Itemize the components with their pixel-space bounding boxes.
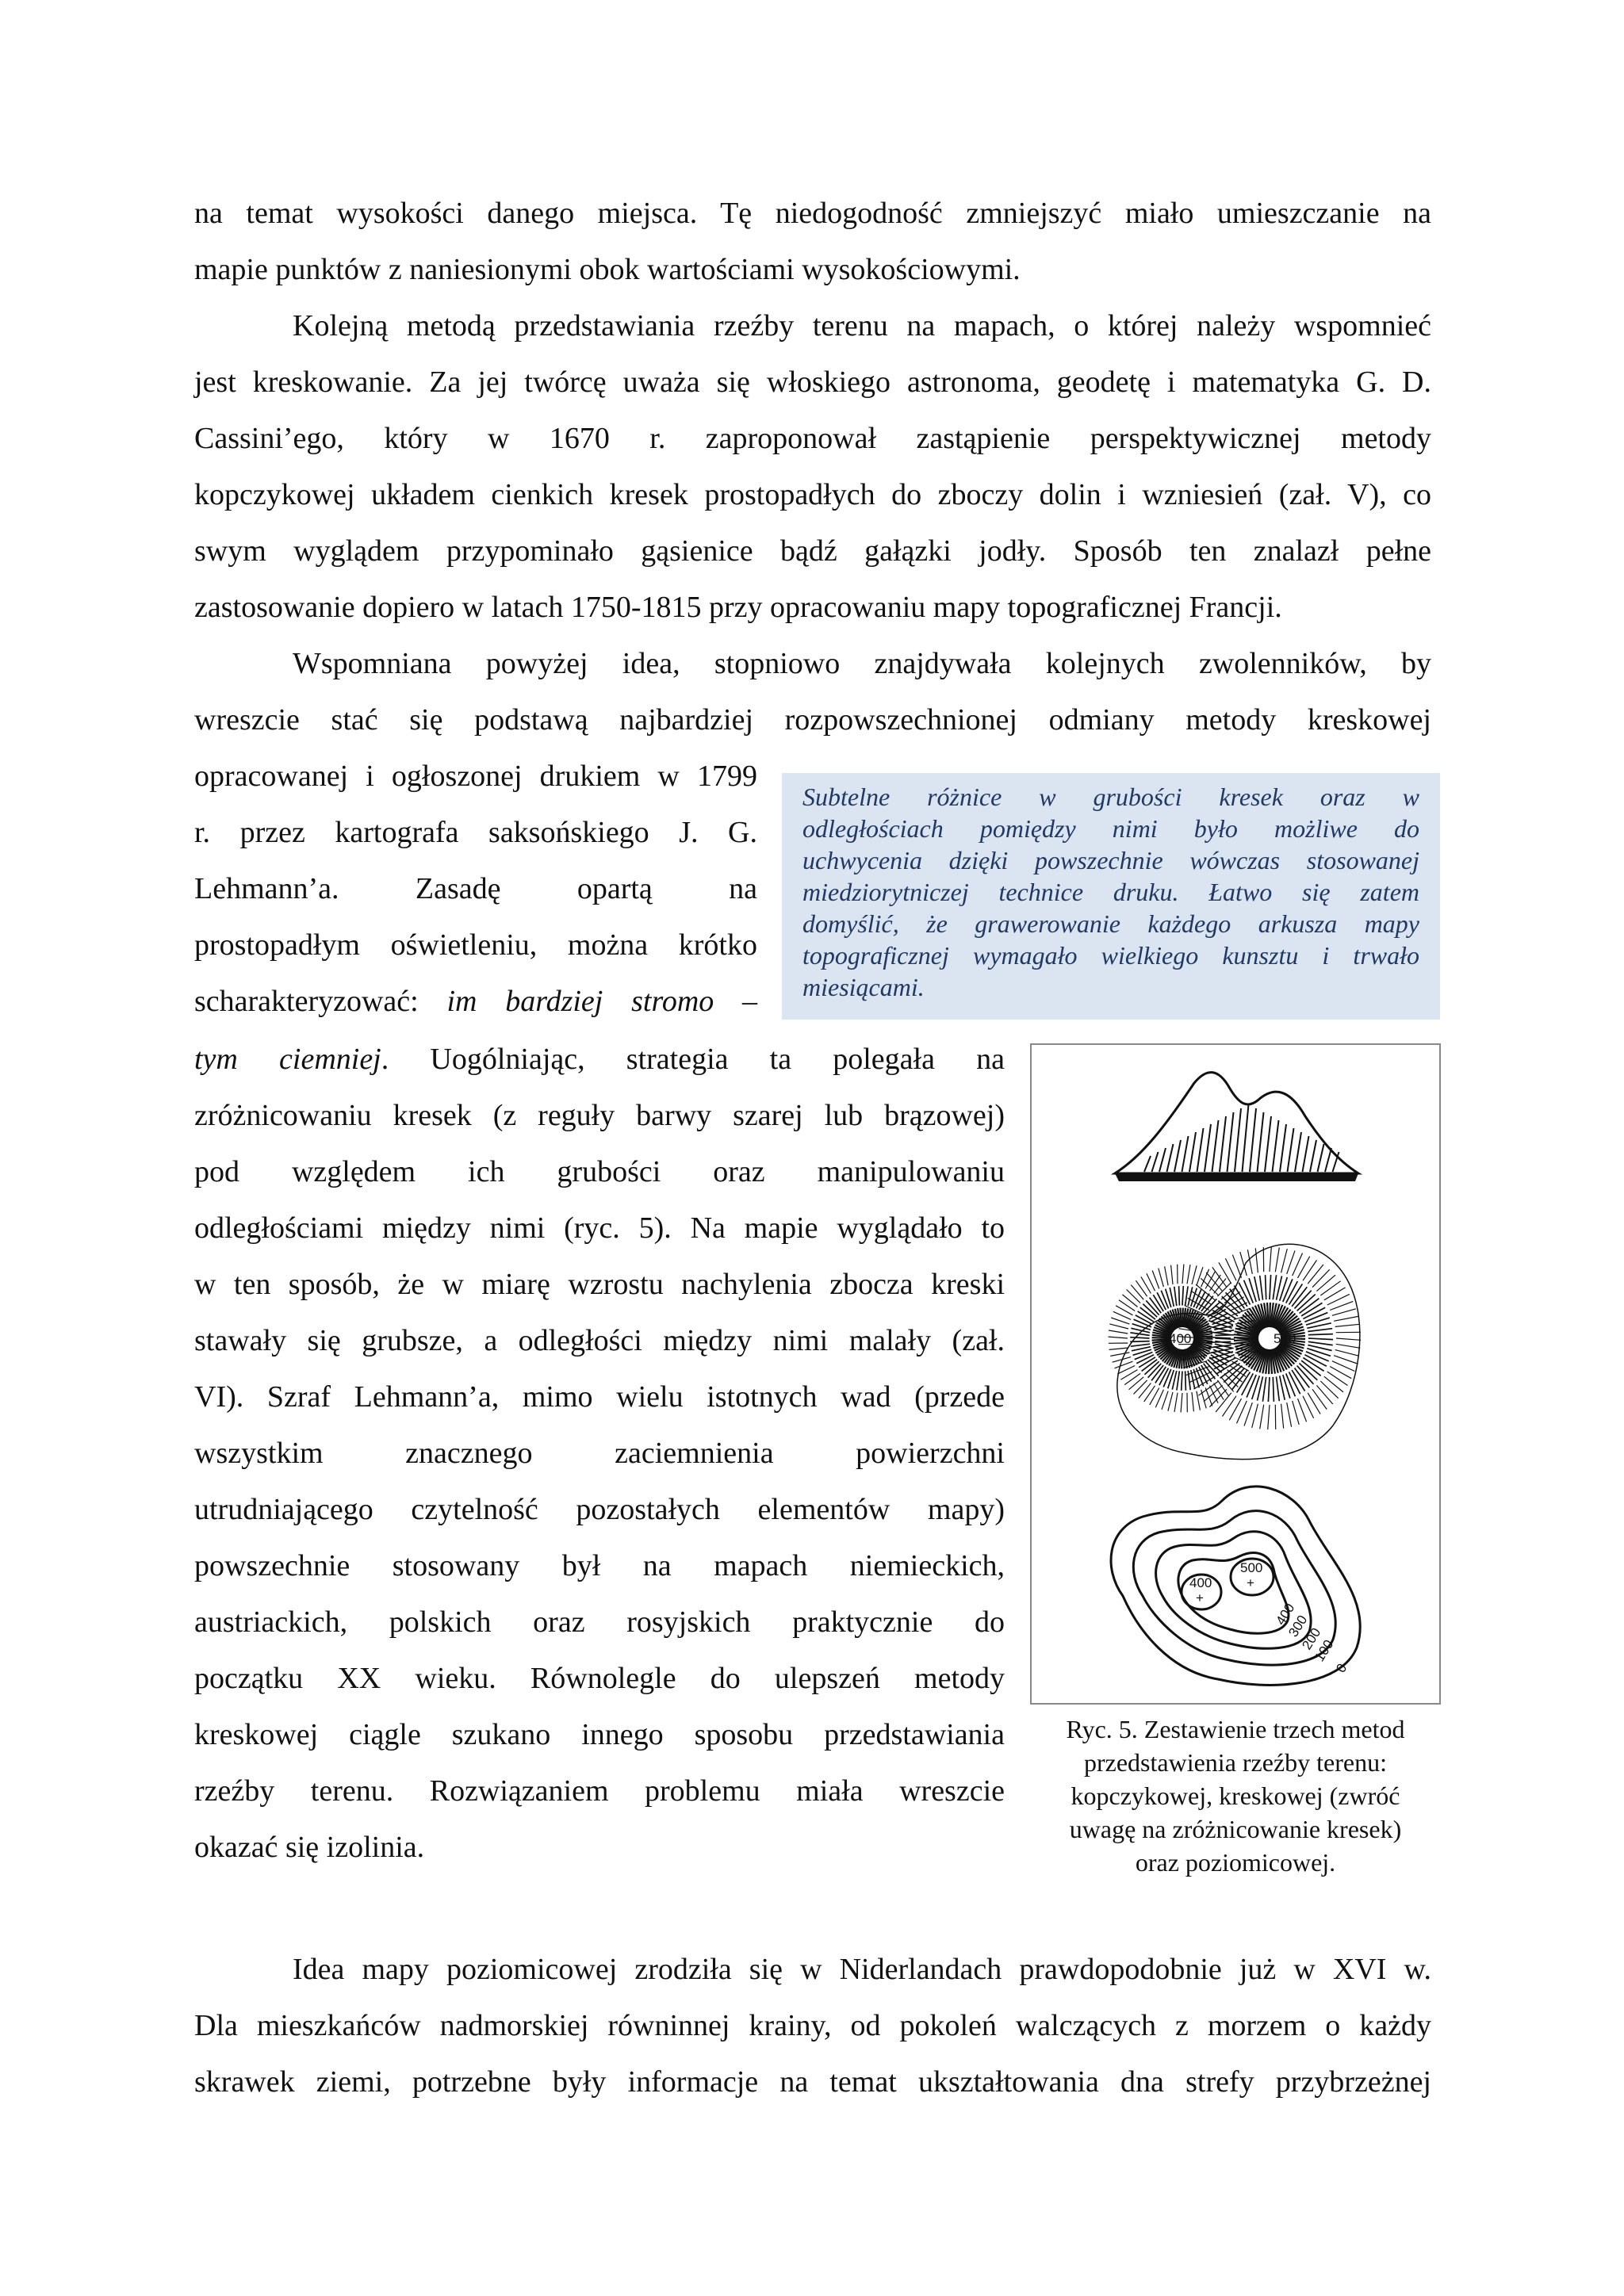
- contour-peak-label-500: 500: [1240, 1560, 1263, 1575]
- middle-text-block: [194, 1031, 1005, 1876]
- hachure-stroke: [1316, 1385, 1332, 1404]
- hachure-stroke: [1281, 1404, 1284, 1429]
- contour-label-100: 100: [1312, 1636, 1337, 1665]
- hachure-stroke: [1308, 1338, 1333, 1340]
- hachure-stroke: [1197, 1267, 1203, 1285]
- text-line: austriackich, polskich oraz rosyjskich praktycznie do: [194, 1605, 1005, 1639]
- hachure-stroke: [1270, 1247, 1271, 1272]
- hachure-stroke: [1312, 1389, 1327, 1409]
- hachure-stroke: [1262, 1377, 1266, 1402]
- note-line: Subtelne różnice w grubości kresek oraz w: [802, 783, 1419, 811]
- hachure-stroke: [1209, 1389, 1227, 1406]
- perspective-mound-illustration: [1115, 1073, 1358, 1181]
- hachure-stroke: [1298, 1399, 1307, 1422]
- hachure-stroke: [1327, 1372, 1348, 1386]
- left-text-block: [194, 748, 757, 1030]
- hachure-stroke: [1162, 1391, 1168, 1410]
- hachure-stroke: [1109, 1348, 1128, 1349]
- hachure-stroke: [1163, 1369, 1171, 1387]
- text-line: r. przez kartografa saksońskiego J. G.: [194, 816, 757, 849]
- hachure-stroke: [1232, 1255, 1241, 1278]
- text-line: Cassini’ego, który w 1670 r. zaproponował zastąpienie perspektywicznej metody: [194, 422, 1431, 455]
- hachure-stroke: [1111, 1318, 1129, 1324]
- hachure-stroke: [1275, 1248, 1279, 1272]
- hachure-stroke: [1179, 1286, 1180, 1306]
- hachure-stroke: [1109, 1330, 1128, 1334]
- contour-illustration: [1111, 1487, 1360, 1685]
- hachure-stroke: [1192, 1265, 1197, 1284]
- figure-caption: [1025, 1712, 1446, 1879]
- top-text-block: [194, 186, 1431, 748]
- text-line: utrudniającego czytelność pozostałych elementów mapy): [194, 1493, 1005, 1526]
- hachure-stroke: [1152, 1271, 1159, 1289]
- hachure-stroke: [1293, 1401, 1300, 1425]
- text-line: swym wyglądem przypominało gąsienice bądź gałązki jodły. Sposób ten znalazł pełne: [194, 534, 1431, 568]
- hachure-stroke: [1187, 1265, 1190, 1284]
- hachure-stroke: [1197, 1391, 1201, 1410]
- hachure-stroke: [1123, 1295, 1138, 1307]
- caption-line: przedstawienia rzeźby terenu:: [1083, 1748, 1387, 1777]
- hachure-stroke: [1115, 1361, 1133, 1368]
- caption-line: oraz poziomicowej.: [1135, 1848, 1336, 1877]
- hachure-stroke: [1109, 1337, 1128, 1338]
- text-line: Wspomniana powyżej idea, stopniowo znajdywała kolejnych zwolenników, by: [293, 647, 1431, 680]
- contour-label-400: 400: [1273, 1600, 1298, 1628]
- hachure-stroke: [1180, 1308, 1181, 1328]
- hachure-stroke: [1306, 1352, 1329, 1361]
- text-line: wszystkim znacznego zaciemnienia powierzchni: [194, 1437, 1005, 1470]
- text-line: opracowanej i ogłoszonej drukiem w 1799: [194, 760, 757, 793]
- hachure-label-400: 400: [1169, 1331, 1192, 1346]
- hachure-stroke: [1270, 1275, 1271, 1299]
- hachure-stroke: [1287, 1250, 1295, 1274]
- hachure-stroke: [1185, 1286, 1189, 1305]
- hachure-stroke: [1303, 1261, 1317, 1281]
- text-line: Idea mapy poziomicowej zrodziła się w Niderlandach prawdopodobnie już w XVI w.: [293, 1953, 1431, 1986]
- text-line: tym ciemniej. Uogólniając, strategia ta polegała na: [194, 1043, 1005, 1076]
- hachure-stroke: [1320, 1281, 1340, 1295]
- contour-peak-marker: +: [1247, 1575, 1254, 1590]
- hachure-stroke: [1304, 1313, 1327, 1322]
- hachure-stroke: [1134, 1319, 1152, 1327]
- hachure-stroke: [1308, 1341, 1333, 1345]
- text-line: skrawek ziemi, potrzebne były informacje na temat ukształtowania dna strefy przybrzeżnej: [194, 2065, 1431, 2099]
- hachure-stroke: [1165, 1266, 1169, 1285]
- text-line: VI). Szraf Lehmann’a, mimo wielu istotnych wad (przede: [194, 1380, 1005, 1414]
- hachure-stroke: [1206, 1341, 1231, 1342]
- text-line: na temat wysokości danego miejsca. Tę niedogodność zmniejszyć miało umieszczanie na: [194, 197, 1431, 230]
- hachure-stroke: [1244, 1402, 1252, 1426]
- hachure-stroke: [1247, 1249, 1252, 1274]
- hachure-stroke: [1244, 1280, 1254, 1303]
- contour-label-0: 0: [1333, 1661, 1350, 1676]
- hachure-stroke: [1283, 1279, 1293, 1302]
- note-line: odległościach pomiędzy nimi było możliwe do: [802, 814, 1419, 843]
- hachure-stroke: [1260, 1276, 1263, 1300]
- hachure-stroke: [1268, 1405, 1270, 1429]
- hachure-stroke: [1201, 1390, 1207, 1409]
- hachure-stroke: [1131, 1344, 1150, 1346]
- text-line: pod względem ich grubości oraz manipulowaniu: [194, 1155, 1005, 1188]
- note-line: miedziorytniczej technice druku. Łatwo się zatem: [802, 878, 1419, 906]
- caption-line: Ryc. 5. Zestawienie trzech metod: [1066, 1715, 1405, 1743]
- hachure-stroke: [1336, 1344, 1361, 1348]
- hachure-stroke: [1177, 1371, 1180, 1390]
- caption-line: uwagę na zróżnicowanie kresek): [1069, 1815, 1402, 1843]
- hachure-stroke: [1144, 1386, 1155, 1402]
- hachure-stroke: [1336, 1338, 1361, 1340]
- hachure-stroke: [1260, 1405, 1264, 1429]
- text-line: okazać się izolinia.: [194, 1831, 425, 1864]
- text-line: zróżnicowaniu kresek (z reguły barwy szarej lub brązowej): [194, 1099, 1005, 1132]
- hachure-stroke: [1308, 1334, 1333, 1335]
- italic-phrase: im bardziej stromo –: [446, 985, 757, 1018]
- hachure-stroke: [1130, 1337, 1149, 1338]
- hachure-stroke: [1159, 1269, 1164, 1288]
- text-line: początku XX wieku. Równolegle do ulepszeń metody: [194, 1662, 1005, 1695]
- text-line: jest kreskowanie. Za jej twórcę uważa się włoskiego astronoma, geodetę i matematyka G. D.: [194, 365, 1431, 399]
- text-line: stawały się grubsze, a odległości między nimi malały (zał.: [194, 1324, 1005, 1357]
- text-line: Kolejną metodą przedstawiania rzeźby terenu na mapach, o której należy wspomnieć: [293, 309, 1431, 342]
- hachure-stroke: [1129, 1377, 1144, 1390]
- text-line: Dla mieszkańców nadmorskiej równinnej krainy, od pokoleń walczących z morzem o każdy: [194, 2009, 1431, 2042]
- text-line: odległościami między nimi (ryc. 5). Na mapie wyglądało to: [194, 1211, 1005, 1245]
- hachure-stroke: [1247, 1375, 1256, 1398]
- hachure-stroke: [1134, 1380, 1147, 1395]
- hachure-stroke: [1273, 1275, 1276, 1299]
- text-line: prostopadłym oświetleniu, można krótko: [194, 928, 757, 962]
- hachure-stroke: [1312, 1269, 1330, 1287]
- hachure-label-500: 500: [1274, 1331, 1297, 1346]
- hachure-stroke: [1281, 1249, 1288, 1272]
- text-line: wreszcie stać się podstawą najbardziej rozpowszechnionej odmiany metody kreskowej: [194, 703, 1431, 737]
- note-box: [782, 773, 1440, 1020]
- hachure-stroke: [1192, 1292, 1212, 1306]
- caption-line: kopczykowej, kreskowej (zwróć: [1071, 1781, 1400, 1810]
- hachure-stroke: [1287, 1402, 1292, 1427]
- bottom-text-block: [194, 1942, 1431, 2110]
- text-line: w ten sposób, że w miarę wzrostu nachylenia zbocza kreski: [194, 1268, 1005, 1301]
- text-line: kopczykowej układem cienkich kresek prostopadłych do zboczy dolin i wzniesień (zał. V), co: [194, 478, 1431, 511]
- note-line: domyślić, że grawerowanie każdego arkusza mapy: [802, 909, 1419, 938]
- hachure-stroke: [1215, 1335, 1235, 1336]
- note-line: uchwycenia dzięki powszechnie wówczas stosowanej: [802, 846, 1419, 874]
- hachure-stroke: [1268, 1377, 1270, 1402]
- text-line: mapie punktów z naniesionymi obok wartościami wysokościowymi.: [194, 253, 1021, 286]
- note-line: miesiącami.: [802, 973, 925, 1001]
- text-line: zastosowanie dopiero w latach 1750-1815 przy opracowaniu mapy topograficznej Francji.: [194, 591, 1282, 624]
- contour-label-300: 300: [1285, 1612, 1311, 1640]
- hachure-stroke: [1174, 1287, 1177, 1306]
- hachure-stroke: [1109, 1324, 1128, 1329]
- hachure-stroke: [1332, 1309, 1356, 1316]
- hachure-illustration: [1109, 1244, 1362, 1459]
- hachure-stroke: [1139, 1383, 1151, 1399]
- hachure-stroke: [1136, 1280, 1147, 1296]
- hachure-stroke: [1181, 1393, 1182, 1412]
- hachure-stroke: [1277, 1376, 1280, 1401]
- hachure-stroke: [1316, 1275, 1335, 1291]
- hachure-stroke: [1185, 1371, 1186, 1391]
- note-line: topograficznej wymagało wielkiego kunsztu i trwało: [802, 941, 1419, 970]
- hachure-stroke: [1308, 1265, 1323, 1284]
- hachure-stroke: [1110, 1353, 1129, 1357]
- hachure-stroke: [1192, 1392, 1193, 1411]
- hachure-stroke: [1324, 1376, 1343, 1392]
- hachure-stroke: [1335, 1350, 1359, 1357]
- italic-phrase: tym ciemniej: [194, 1043, 381, 1076]
- hachure-stroke: [1198, 1381, 1218, 1395]
- figure-relief-methods: [1030, 1043, 1441, 1705]
- hachure-stroke: [1130, 1341, 1150, 1342]
- hachure-stroke: [1124, 1373, 1140, 1384]
- hachure-stroke: [1131, 1285, 1143, 1300]
- hachure-stroke: [1127, 1290, 1141, 1303]
- hachure-stroke: [1320, 1381, 1338, 1399]
- contour-peak-marker: +: [1196, 1590, 1204, 1605]
- hachure-stroke: [1330, 1301, 1353, 1310]
- text-line: rzeźby terenu. Rozwiązaniem problemu miała wreszcie: [194, 1774, 1005, 1808]
- hachure-stroke: [1182, 1286, 1183, 1305]
- figure-illustration: [1032, 1045, 1439, 1703]
- hachure-stroke: [1255, 1248, 1258, 1272]
- contour-peak-label-400: 400: [1189, 1575, 1212, 1590]
- hachure-stroke: [1335, 1324, 1360, 1326]
- hachure-stroke: [1182, 1265, 1184, 1284]
- contour-label-200: 200: [1299, 1624, 1324, 1653]
- text-line: powszechnie stosowany był na mapach niemieckich,: [194, 1549, 1005, 1582]
- hachure-stroke: [1252, 1404, 1258, 1428]
- text-line: scharakteryzować: im bardziej stromo –: [194, 985, 757, 1018]
- hachure-stroke: [1308, 1329, 1332, 1332]
- hachure-stroke: [1223, 1396, 1237, 1417]
- hachure-stroke: [1171, 1265, 1173, 1284]
- hachure-stroke: [1119, 1300, 1135, 1311]
- hachure-stroke: [1334, 1316, 1358, 1321]
- hachure-stroke: [1174, 1393, 1178, 1412]
- text-line: kreskowej ciągle szukano innego sposobu przedstawiania: [194, 1718, 1005, 1751]
- hachure-stroke: [1286, 1373, 1296, 1396]
- hachure-stroke: [1273, 1377, 1274, 1402]
- hachure-stroke: [1214, 1279, 1227, 1294]
- text-line: Lehmann’a. Zasadę opartą na: [194, 872, 757, 905]
- hachure-stroke: [1168, 1392, 1173, 1411]
- hachure-stroke: [1334, 1356, 1358, 1364]
